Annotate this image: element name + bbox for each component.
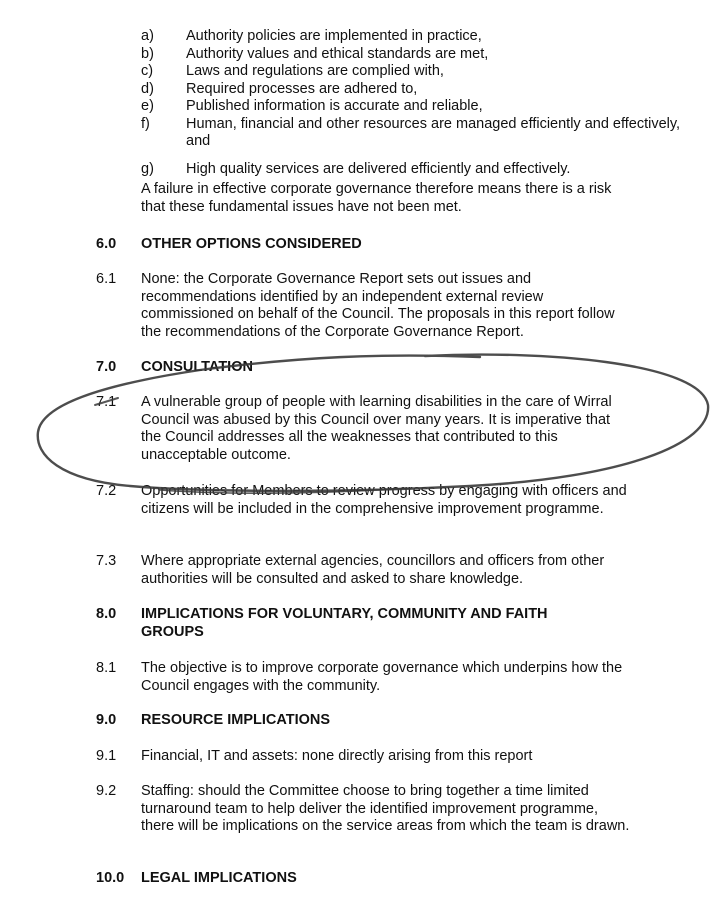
list-item: a) Authority policies are implemented in practice, <box>141 28 482 44</box>
list-item: g) High quality services are delivered efficiently and effectively. <box>141 160 571 177</box>
list-item: b) Authority values and ethical standards are met, <box>141 45 489 62</box>
failure-paragraph: A failure in effective corporate governance therefore means there is a risk that these fundamental issues have not been met. <box>141 181 612 215</box>
list-item: f) Human, financial and other resources are managed efficiently and effectively, and <box>141 115 681 149</box>
document-page: a) Authority policies are implemented in practice, b) Authority values and ethical standards are met, c) Laws and regulations are complied with, d) Required processes are adhered to, e) Published information is accurate and reliable, f) Human, financial and other resources are managed efficiently and effectively, and g) High quality services are delivered efficiently and effectively. A failure in effective corporate governance therefore means there is a risk that these fundamental issues have not been met. 6.0 OTHER OPTIONS CONSIDERED 6.1 None: the Corporate Governance Report sets out issues and recommendations identified by an independent external review commissioned on behalf of the Council. The proposals in this report follow the recommendations of the Corporate Governance Report. 7.0 CONSULTATION 7.1 A vulnerable group of people with learning disabilities in the care of Wirral Council was abused by this Council over many years. It is imperative that the Council addresses all the weaknesses that contributed to this unacceptable outcome. 7.2 Opportunities for Members to review progress by engaging with officers and citizens will be included in the comprehensive improvement programme. 7.3 Where appropriate external agencies, councillors and officers from other authorities will be consulted and asked to share knowledge. 8.0 IMPLICATIONS FOR VOLUNTARY, COMMUNITY AND FAITH GROUPS 8.1 The objective is to improve corporate governance which underpins how the Council engages with the community. 9.0 RESOURCE IMPLICATIONS 9.1 Financial, IT and assets: none directly arising from this report 9.2 Staffing: should the Committee choose to bring together a time limited turnaround team to help deliver the identified improvement programme, there will be implications on the service areas from which the team is drawn. 10.0 LEGAL IMPLICATIONS <box>0 0 720 900</box>
list-item: e) Published information is accurate and reliable, <box>141 98 483 114</box>
list-item: d) Required processes are adhered to, <box>141 80 418 97</box>
list-item: c) Laws and regulations are complied with, <box>141 63 444 79</box>
governance-outcomes-list <box>141 28 701 178</box>
